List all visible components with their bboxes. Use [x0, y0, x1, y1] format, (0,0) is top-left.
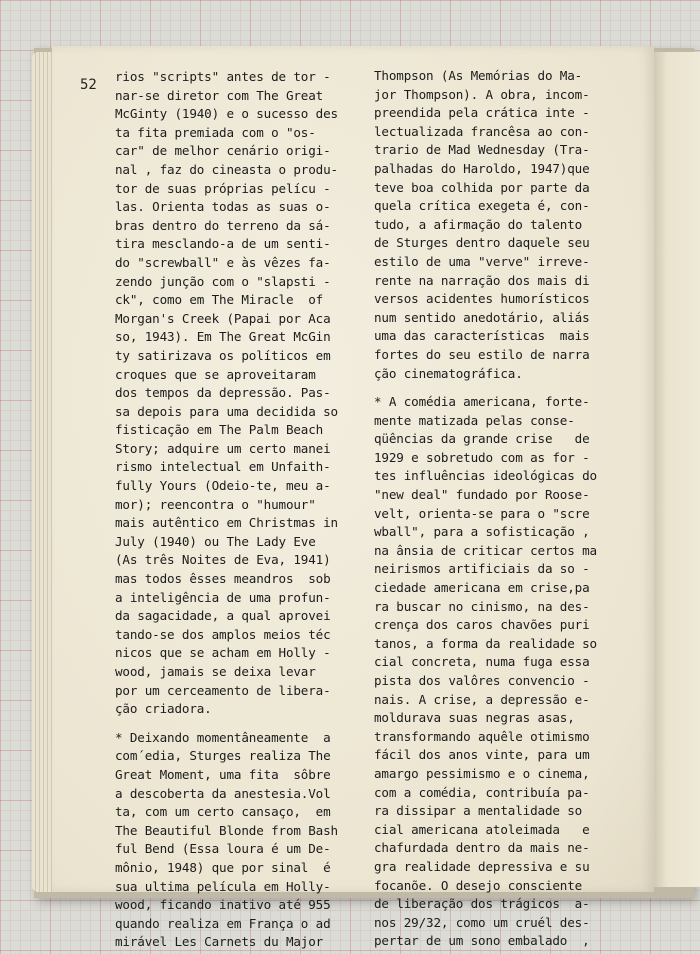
right-column-line — [374, 383, 666, 393]
left-column-line: a inteligência de uma profun- — [115, 589, 331, 605]
left-column-line: zendo junção com o "slapsti - — [115, 273, 331, 289]
right-column-line: na ânsia de criticar certos ma — [374, 542, 597, 558]
right-column-line: tes influências ideológicas do — [374, 468, 597, 484]
left-column-line: rismo intelectual em Unfaith- — [115, 459, 331, 475]
right-column-line: moldurava suas negras asas, — [374, 710, 575, 726]
left-column-line: ful Bend (Essa loura é um De- — [115, 841, 331, 857]
left-column-line: nal , faz do cineasta o produ- — [115, 161, 338, 177]
left-column-line: do "screwball" e às vêzes fa- — [115, 254, 331, 270]
left-column-line: The Beautiful Blonde from Bash — [115, 822, 338, 838]
right-column-line: com a comédia, contribuía pa- — [374, 784, 590, 800]
right-column-line: teve boa colhida por parte da — [374, 179, 590, 195]
left-column-line: ta fita premiada com o "os- — [115, 124, 316, 140]
right-column-line: rente na narração dos mais di — [374, 272, 590, 288]
right-column-line: cial concreta, numa fuga essa — [374, 654, 590, 670]
left-column-line: sua ultima película em Holly- — [115, 878, 331, 894]
left-column-line: ta, com um certo cansaço, em — [115, 804, 331, 820]
right-column-line: versos acidentes humorísticos — [374, 291, 590, 307]
left-column-line: car" de melhor cenário origi- — [115, 143, 331, 159]
right-column-line: mente matizada pelas conse- — [374, 412, 575, 428]
page-number: 52 — [80, 77, 97, 93]
left-column-line: mirável Les Carnets du Major — [115, 934, 324, 950]
left-column-line — [115, 719, 407, 729]
left-column-line: a descoberta da anestesia.Vol — [115, 785, 331, 801]
right-column-line: * A comédia americana, forte- — [374, 394, 590, 410]
right-column-line: wball", para a sofisticação , — [374, 524, 590, 540]
left-column-line: so, 1943). Em The Great McGin — [115, 329, 331, 345]
right-column-line: trario de Mad Wednesday (Tra- — [374, 142, 590, 158]
right-column-line: chafurdada dentro da mais ne- — [374, 840, 590, 856]
left-column-line: ty satirizava os políticos em — [115, 347, 331, 363]
left-column-line: sa depois para uma decidida so — [115, 403, 338, 419]
right-column-line: fácil dos anos vinte, para um — [374, 747, 590, 763]
right-column-line: num sentido anedotário, aliás — [374, 309, 590, 325]
left-column-line: McGinty (1940) e o sucesso des — [115, 106, 338, 122]
right-column-line: qüências da grande crise de — [374, 431, 590, 447]
right-column-line: fortes do seu estilo de narra — [374, 346, 590, 362]
left-column-line: croques que se aproveitaram — [115, 366, 316, 382]
right-column-line: ra dissipar a mentalidade so — [374, 803, 583, 819]
left-column-line: com´edia, Sturges realiza The — [115, 748, 331, 764]
left-column-line: da sagacidade, a qual aprovei — [115, 608, 331, 624]
left-column-line: wood, jamais se deixa levar — [115, 664, 316, 679]
right-column-line: nais. A crise, a depressão e- — [374, 691, 590, 707]
right-column-line: amargo pessimismo e o cinema, — [374, 765, 590, 781]
right-column-line: ra buscar no cinismo, na des- — [374, 598, 590, 614]
right-column-line: Thompson (As Memórias do Ma- — [374, 68, 583, 83]
right-column-line: pertar de um sono embalado , — [374, 933, 590, 949]
right-column-line: "new deal" fundado por Roose- — [374, 487, 590, 503]
left-column-line: dos tempos da depressão. Pas- — [115, 385, 331, 401]
left-column-line: ck", como em The Miracle of — [115, 292, 324, 308]
right-column-line: tanos, a forma da realidade so — [374, 635, 597, 651]
left-column-line: mas todos êsses meandros sob — [115, 571, 331, 587]
left-column-line: nar-se diretor com The Great — [115, 87, 324, 103]
left-column-line: fisticação em The Palm Beach — [115, 422, 324, 438]
left-column-line: tira mesclando-a de um senti- — [115, 236, 331, 252]
right-column-line: de Sturges dentro daquele seu — [374, 235, 590, 251]
left-column-line: July (1940) ou The Lady Eve — [115, 533, 316, 549]
right-column-line: ção cinematográfica. — [374, 365, 523, 381]
right-column-line: lectualizada francêsa ao con- — [374, 123, 590, 139]
right-column-line: gra realidade depressiva e su — [374, 858, 590, 874]
right-column-line: pista dos valôres convencio - — [374, 673, 590, 688]
right-column-line: quela crítica exegeta é, con- — [374, 198, 590, 214]
left-column-line: Morgan's Creek (Papai por Aca — [115, 310, 331, 326]
right-column-line: palhadas do Haroldo, 1947)que — [374, 160, 590, 176]
right-column — [374, 67, 666, 951]
right-column-line: de liberação dos trágicos a- — [374, 896, 590, 912]
left-column-line: rios "scripts" antes de tor - — [115, 69, 331, 84]
left-column-line: mor); reencontra o "humour" — [115, 496, 316, 512]
left-column-line: Story; adquire um certo manei — [115, 440, 331, 456]
right-column-line: jor Thompson). A obra, incom- — [374, 86, 590, 102]
left-column-line: tor de suas próprias pelícu - — [115, 180, 331, 196]
right-column-line: ciedade americana em crise,pa — [374, 580, 590, 596]
right-column-line: uma das características mais — [374, 328, 590, 344]
right-column-line: focanõe. O desejo consciente — [374, 877, 583, 893]
left-column-line: tando-se dos amplos meios téc — [115, 626, 331, 642]
left-column-line: wood, ficando inativo até 955 — [115, 897, 331, 913]
right-column-line: transformando aquêle otimismo — [374, 728, 590, 744]
right-column-line: tudo, a afirmação do talento — [374, 216, 583, 232]
right-column-line: cial americana atoleimada e — [374, 821, 590, 837]
left-column-line: quando realiza em França o ad — [115, 915, 331, 931]
left-column-line: bras dentro do terreno da sá- — [115, 217, 331, 233]
right-column-line: velt, orienta-se para o "scre — [374, 505, 590, 521]
left-column-line: * Deixando momentâneamente a — [115, 729, 331, 745]
right-column-line: neirismos artificiais da so - — [374, 561, 590, 577]
left-column-line: ção criadora. — [115, 701, 212, 717]
left-column-line: (As três Noites de Eva, 1941) — [115, 552, 331, 568]
left-column-line: mais autêntico em Christmas in — [115, 515, 338, 531]
left-column-line: las. Orienta todas as suas o- — [115, 199, 331, 215]
book-page — [52, 46, 654, 950]
right-column-line: crença dos caros chavões puri — [374, 617, 590, 633]
left-column-line: mônio, 1948) que por sinal é — [115, 859, 331, 875]
left-column-line: Great Moment, uma fita sôbre — [115, 766, 331, 782]
right-column-line: preendida pela crática inte - — [374, 105, 590, 121]
left-column-line: nicos que se acham em Holly - — [115, 645, 331, 661]
right-column-line: estilo de uma "verve" irreve- — [374, 253, 590, 269]
left-column-line: por um cerceamento de libera- — [115, 682, 331, 698]
right-column-line: nos 29/32, como um cruél des- — [374, 914, 590, 930]
right-column-line: 1929 e sobretudo com as for - — [374, 449, 590, 465]
left-column-line: fully Yours (Odeio-te, meu a- — [115, 478, 331, 494]
left-column — [115, 68, 407, 952]
